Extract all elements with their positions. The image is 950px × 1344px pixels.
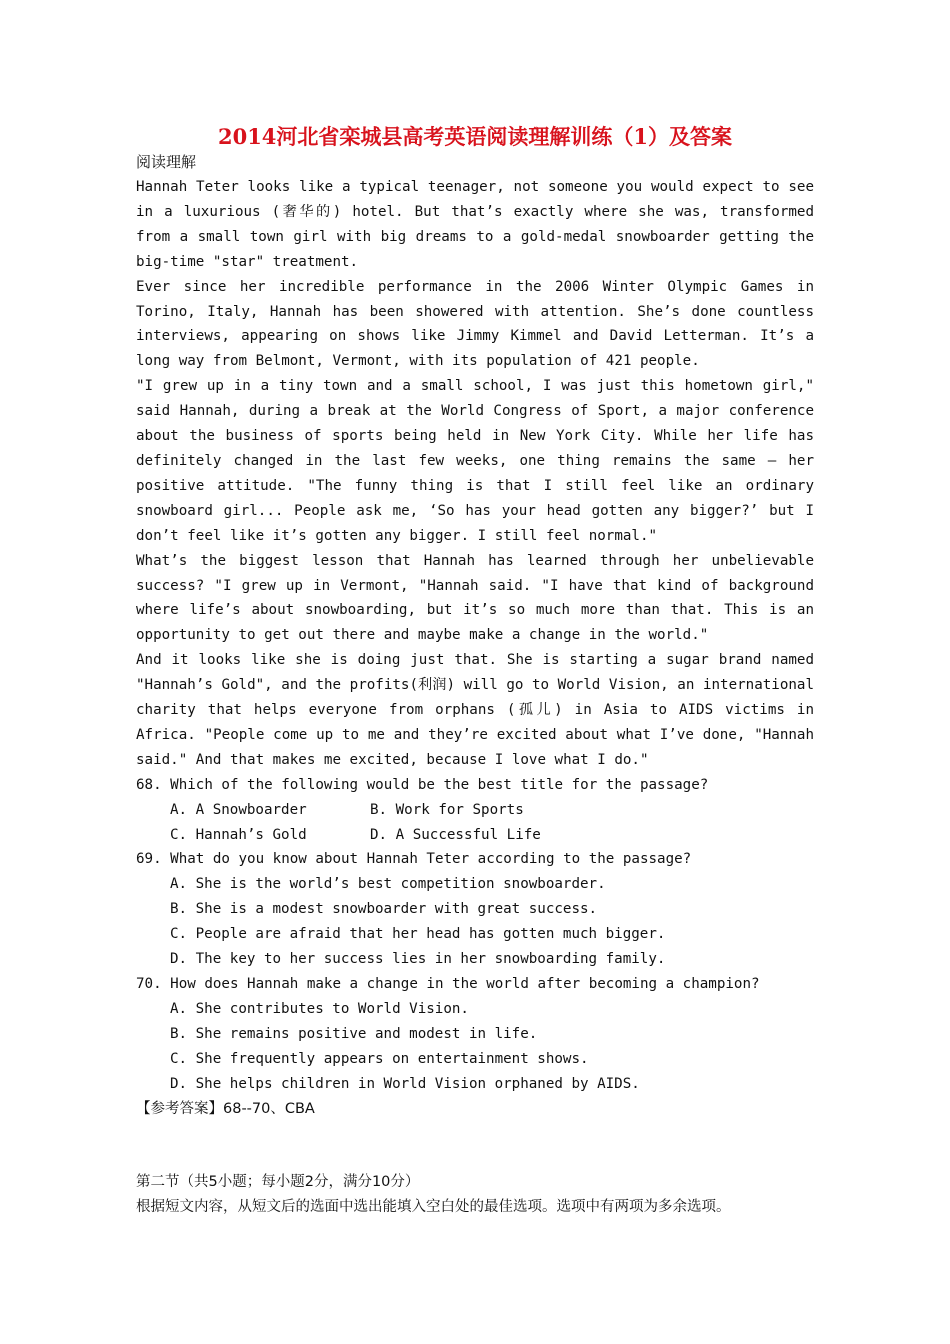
option-a: A. She contributes to World Vision.	[170, 1000, 469, 1017]
option-d: D. She helps children in World Vision orphaned by AIDS.	[170, 1075, 640, 1092]
passage-paragraph-4: What’s the biggest lesson that Hannah has learned through her unbelievable success? "I grew up in Vermont, "Hannah said. "I have that kind of background where life’s about snowboarding, but it’s so much more than that. This is an opportunity to get out there and maybe make a change in the world."	[136, 552, 814, 644]
passage-paragraph-2: Ever since her incredible performance in the 2006 Winter Olympic Games in Torino, Italy, Hannah has been showered with attention. She’s done countless interviews, appearing on shows like Jimmy Kimmel and David Letterman. It’s a long way from Belmont, Vermont, with its population of 421 people.	[136, 278, 814, 370]
option-a: A. A Snowboarder	[170, 801, 307, 818]
option-c: C. People are afraid that her head has gotten much bigger.	[170, 926, 666, 943]
section-two-instruction: 根据短文内容，从短文后的选面中选出能填入空白处的最佳选项。选项中有两项为多余选项。	[136, 1199, 731, 1215]
question-stem: 68. Which of the following would be the best title for the passage?	[136, 776, 709, 793]
question-69	[136, 847, 814, 972]
option-c: C. She frequently appears on entertainment shows.	[170, 1050, 589, 1067]
option-b: B. Work for Sports	[370, 801, 524, 818]
question-stem: 69. What do you know about Hannah Teter according to the passage?	[136, 851, 692, 868]
question-70	[136, 972, 814, 1097]
option-row	[136, 798, 814, 823]
passage-paragraph-5: And it looks like she is doing just that. She is starting a sugar brand named "Hannah’s Gold", and the profits(利润) will go to World Vision, an international charity that helps everyone from orphans (孤儿) in Asia to AIDS victims in Africa. "People come up to me and they’re excited about what I’ve done, "Hannah said." And that makes me excited, because I love what I do."	[136, 652, 814, 768]
option-b: B. She remains positive and modest in life.	[170, 1025, 538, 1042]
question-stem: 70. How does Hannah make a change in the world after becoming a champion?	[136, 976, 760, 992]
page-title: 2014河北省栾城县高考英语阅读理解训练（1）及答案	[217, 124, 733, 149]
answer-key: 【参考答案】68--70、CBA	[136, 1100, 315, 1117]
option-row	[136, 823, 814, 848]
option-d: D. A Successful Life	[370, 826, 541, 843]
section-two-heading: 第二节（共5小题；每小题2分，满分10分）	[136, 1174, 420, 1190]
section-two	[136, 1170, 836, 1220]
reading-section	[136, 150, 814, 1121]
option-d: D. The key to her success lies in her snowboarding family.	[170, 951, 666, 968]
option-b: B. She is a modest snowboarder with great success.	[170, 901, 598, 918]
section-label: 阅读理解	[136, 153, 197, 171]
question-68	[136, 773, 814, 848]
option-c: C. Hannah’s Gold	[170, 826, 307, 843]
passage-paragraph-1: Hannah Teter looks like a typical teenager, not someone you would expect to see in a luxurious (奢华的) hotel. But that’s exactly where she was, transformed from a small town girl with big dreams to a gold-medal snowboarder getting the big-time "star" treatment.	[136, 179, 814, 270]
passage-paragraph-3: "I grew up in a tiny town and a small school, I was just this hometown girl," said Hannah, during a break at the World Congress of Sport, a major conference about the business of sports being held in New York City. While her life has definitely changed in the last few weeks, one thing remains the same — her positive attitude. "The funny thing is that I still feel like an ordinary snowboard girl... People ask me, ‘So has your head gotten any bigger?’ but I don’t feel like it’s gotten any bigger. I still feel normal."	[136, 378, 814, 544]
option-a: A. She is the world’s best competition snowboarder.	[170, 876, 606, 893]
